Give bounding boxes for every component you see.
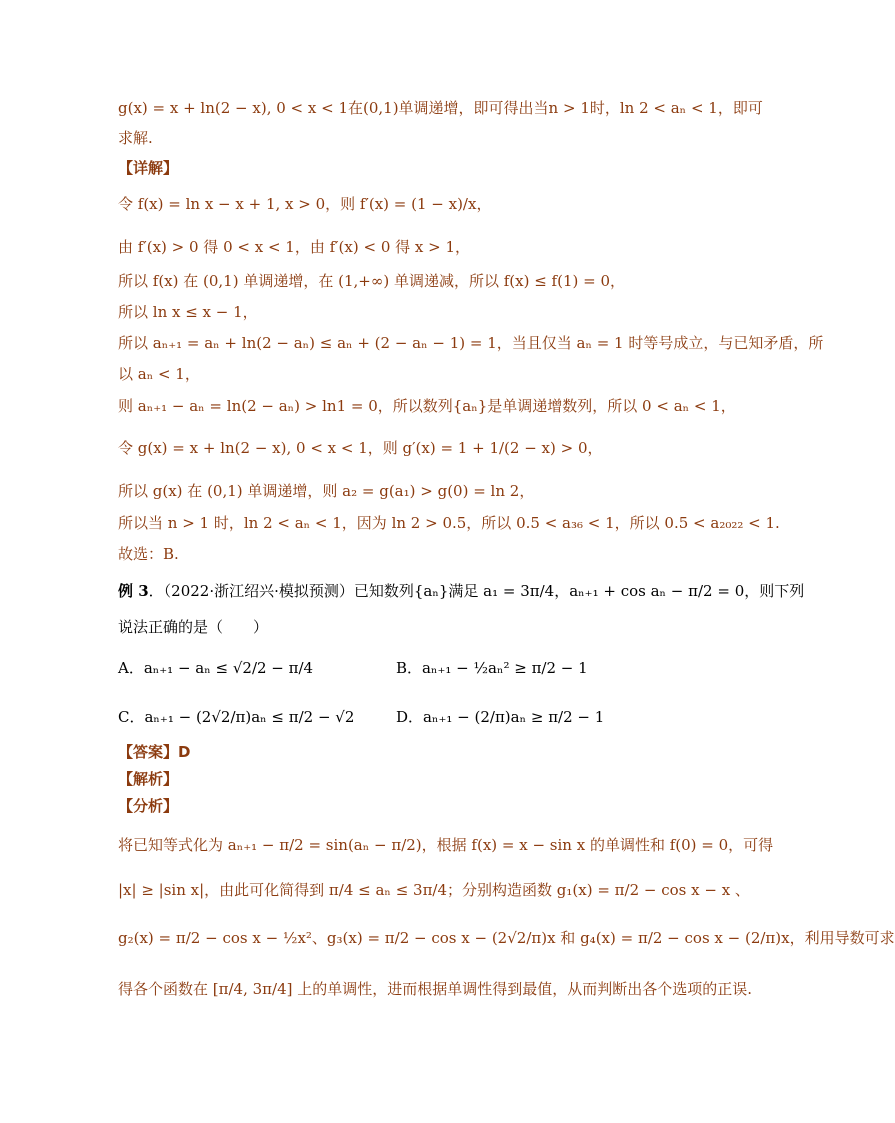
- example-number: 例 3: [118, 582, 149, 600]
- text-line: 以 aₙ < 1，: [118, 365, 200, 383]
- option-c: C．aₙ₊₁ − (2√2/π)aₙ ≤ π/2 − √2: [118, 708, 355, 726]
- text-line: 由 f′(x) > 0 得 0 < x < 1，由 f′(x) < 0 得 x > 1，: [118, 238, 471, 256]
- text-line: 令 f(x) = ln x − x + 1, x > 0，则 f′(x) = (1 − x)/x，: [118, 195, 492, 213]
- text-line: 所以当 n > 1 时，ln 2 < aₙ < 1，因为 ln 2 > 0.5，所以 0.5 < a₃₆ < 1，所以 0.5 < a₂₀₂₂ < 1.: [118, 514, 780, 532]
- text-line: g₂(x) = π/2 − cos x − ½x²、g₃(x) = π/2 − cos x − (2√2/π)x 和 g₄(x) = π/2 − cos x − (2/π)x，利用导数可求: [118, 929, 895, 947]
- text-line: 求解.: [118, 129, 153, 147]
- answer-heading: 【答案】D: [118, 743, 191, 761]
- text-line: |x| ≥ |sin x|，由此可化简得到 π/4 ≤ aₙ ≤ 3π/4；分别构造函数 g₁(x) = π/2 − cos x − x 、: [118, 881, 750, 899]
- text-line: 所以 ln x ≤ x − 1，: [118, 303, 258, 321]
- text-line: 则 aₙ₊₁ − aₙ = ln(2 − aₙ) > ln1 = 0，所以数列{aₙ}是单调递增数列，所以 0 < aₙ < 1，: [118, 397, 736, 415]
- detail-heading: 【详解】: [118, 159, 179, 177]
- analysis-heading: 【解析】: [118, 770, 179, 788]
- example-line: [118, 580, 805, 602]
- text-line: 得各个函数在 [π/4, 3π/4] 上的单调性，进而根据单调性得到最值，从而判断出各个选项的正误.: [118, 980, 753, 998]
- text-line: 故选：B.: [118, 545, 179, 563]
- example-text: ．（2022·浙江绍兴·模拟预测）已知数列{aₙ}满足 a₁ = 3π/4，aₙ₊₁ + cos aₙ − π/2 = 0，则下列: [148, 582, 805, 600]
- text-line: 说法正确的是（ ）: [118, 618, 269, 636]
- text-line: 令 g(x) = x + ln(2 − x), 0 < x < 1，则 g′(x) = 1 + 1/(2 − x) > 0，: [118, 439, 603, 457]
- text-line: 所以 aₙ₊₁ = aₙ + ln(2 − aₙ) ≤ aₙ + (2 − aₙ − 1) = 1，当且仅当 aₙ = 1 时等号成立，与已知矛盾，所: [118, 334, 824, 352]
- option-b: B．aₙ₊₁ − ½aₙ² ≥ π/2 − 1: [396, 659, 588, 677]
- text-line: 所以 g(x) 在 (0,1) 单调递增，则 a₂ = g(a₁) > g(0) = ln 2，: [118, 482, 535, 500]
- text-line: g(x) = x + ln(2 − x), 0 < x < 1在(0,1)单调递增，即可得出当n > 1时，ln 2 < aₙ < 1，即可: [118, 99, 763, 117]
- option-a: A．aₙ₊₁ − aₙ ≤ √2/2 − π/4: [118, 659, 314, 677]
- fenxi-heading: 【分析】: [118, 797, 179, 815]
- text-line: 将已知等式化为 aₙ₊₁ − π/2 = sin(aₙ − π/2)，根据 f(x) = x − sin x 的单调性和 f(0) = 0，可得: [118, 836, 774, 854]
- text-line: 所以 f(x) 在 (0,1) 单调递增，在 (1,+∞) 单调递减，所以 f(x) ≤ f(1) = 0，: [118, 272, 625, 290]
- option-d: D．aₙ₊₁ − (2/π)aₙ ≥ π/2 − 1: [396, 708, 605, 726]
